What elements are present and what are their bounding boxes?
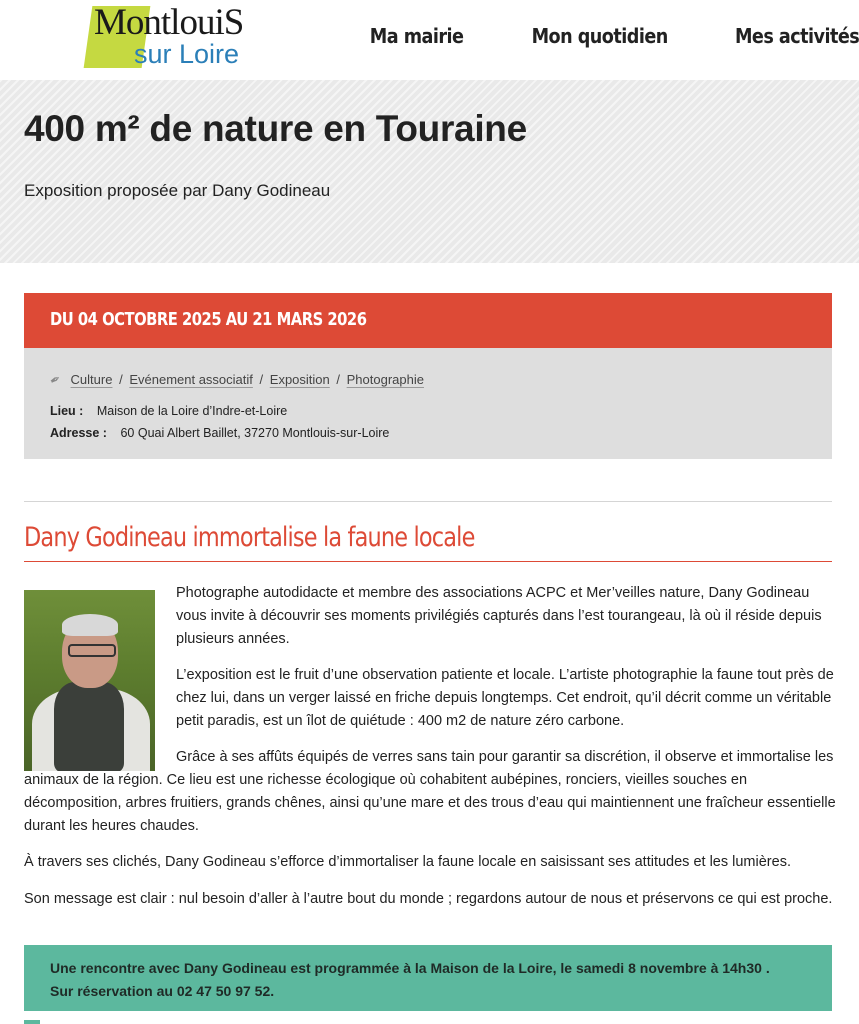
nav-item-mon-quotidien[interactable]: Mon quotidien — [531, 24, 668, 48]
tag-culture[interactable]: Culture — [70, 372, 113, 387]
event-tags — [46, 370, 424, 389]
tag-exposition[interactable]: Exposition — [269, 372, 330, 387]
photo-glasses-shape — [68, 644, 116, 657]
tag-separator: / — [336, 372, 341, 387]
page-subtitle: Exposition proposée par Dany Godineau — [24, 181, 331, 200]
adresse-label: Adresse : — [50, 426, 107, 440]
callout-line2: Sur réservation au 02 47 50 97 52. — [50, 983, 275, 999]
adresse-value: 60 Quai Albert Baillet, 37270 Montlouis-sur-Loire — [120, 426, 390, 440]
tag-evenement-associatif[interactable]: Evénement associatif — [129, 372, 253, 387]
article-paragraph: L’exposition est le fruit d’une observation patiente et locale. L’artiste photographie la faune tout près de chez lui, dans un verger laissé en friche depuis longtemps. Cet endroit, qu’il décrit comme un véritable petit paradis, est un îlot de quiétude : 400 m2 de nature zéro carbone. — [176, 667, 834, 729]
lieu-value: Maison de la Loire d’Indre-et-Loire — [96, 404, 288, 418]
section-divider — [24, 501, 832, 502]
page-title: 400 m² de nature en Touraine — [24, 108, 527, 149]
callout-text — [50, 957, 830, 1003]
logo-text-line2: sur Loire — [134, 39, 240, 69]
lieu-label: Lieu : — [50, 404, 84, 418]
event-lieu — [50, 404, 287, 418]
event-info-box — [24, 348, 832, 459]
tag-separator: / — [259, 372, 264, 387]
heading-underline — [24, 561, 832, 562]
nav-item-ma-mairie[interactable]: Ma mairie — [369, 24, 464, 48]
article-paragraph: Grâce à ses affûts équipés de verres sans tain pour garantir sa discrétion, il observe et immortalise les animaux de la région. Ce lieu est une richesse écologique où cohabitent aubépines, ronciers, vieilles souches en décomposition, arbres fruitiers, grands chênes, ainsi qu’une mare et des trous d’eau qui maintiennent une fraîcheur essentielle durant les heures chaudes. — [24, 749, 836, 834]
event-adresse — [50, 426, 389, 440]
article-paragraph: Son message est clair : nul besoin d’aller à l’autre bout du monde ; regardons autour de nous et préservons ce qui est proche. — [24, 891, 833, 907]
tag-separator: / — [119, 372, 123, 387]
site-logo[interactable] — [80, 0, 255, 78]
photo-hair-shape — [62, 614, 118, 636]
logo-text-line1: MontlouiS — [94, 2, 244, 43]
article-heading: Dany Godineau immortalise la faune locale — [24, 522, 475, 553]
event-date-bar — [24, 293, 832, 348]
main-nav — [307, 24, 859, 48]
tag-photographie[interactable]: Photographie — [346, 372, 424, 387]
portrait-photo — [24, 590, 155, 771]
article-paragraph: Photographe autodidacte et membre des associations ACPC et Mer’veilles nature, Dany Godineau vous invite à découvrir ses moments privilégiés capturés dans l’est tourangeau, là où il réside depuis plusieurs années. — [176, 585, 822, 647]
tag-icon: ✒ — [46, 370, 64, 389]
callout-line1: Une rencontre avec Dany Godineau est programmée à la Maison de la Loire, le samedi 8 novembre à 14h30 . — [50, 960, 770, 976]
next-block-edge — [24, 1020, 40, 1024]
nav-item-mes-activites[interactable]: Mes activités — [734, 24, 859, 48]
article-paragraph: À travers ses clichés, Dany Godineau s’efforce d’immortaliser la faune locale en saisissant ses attitudes et les lumières. — [24, 854, 791, 870]
event-dates: DU 04 OCTOBRE 2025 AU 21 MARS 2026 — [50, 309, 367, 330]
site-header — [0, 0, 859, 80]
reservation-callout — [24, 945, 832, 1011]
